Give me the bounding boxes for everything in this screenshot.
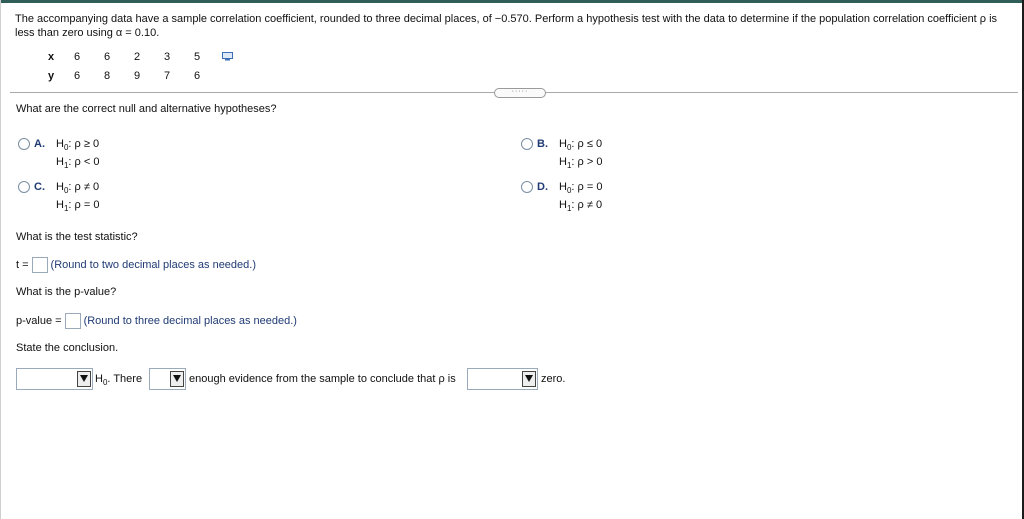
p-value-row: [16, 313, 297, 329]
option-d-h1: [559, 199, 602, 213]
colon: :: [571, 181, 575, 193]
h-subscript: 0: [63, 143, 69, 153]
t-instruction: (Round to two decimal places as needed.): [50, 258, 256, 271]
table-cell: 5: [193, 50, 201, 63]
h-subscript: 0: [566, 143, 572, 153]
h-subscript: 1: [63, 161, 69, 171]
h-label: H: [95, 373, 103, 385]
copy-cell: [212, 47, 242, 66]
t-label: t =: [16, 258, 29, 271]
left-edge-border: [0, 0, 1, 519]
colon: :: [571, 156, 575, 168]
option-letter: D.: [537, 181, 548, 193]
h1-expression: ρ < 0: [74, 156, 100, 168]
dropdown-arrow-icon[interactable]: [77, 371, 91, 387]
table-cell: 7: [163, 69, 171, 82]
test-statistic-prompt: What is the test statistic?: [16, 231, 138, 243]
option-letter: A.: [34, 138, 45, 150]
table-cell: 3: [163, 50, 171, 63]
h-subscript: 1: [63, 204, 69, 214]
radio-icon[interactable]: [18, 181, 30, 193]
h-subscript: 0: [102, 378, 108, 388]
p-value-label: p-value =: [16, 314, 62, 327]
h-label: H: [559, 181, 567, 193]
option-b-h0: [559, 138, 602, 152]
radio-icon[interactable]: [521, 181, 533, 193]
h0-expression: ρ ≠ 0: [74, 181, 100, 193]
conclusion-decision-select[interactable]: [16, 368, 93, 390]
table-cell: 6: [103, 50, 111, 63]
h1-expression: ρ > 0: [577, 156, 603, 168]
table-cell: 6: [193, 69, 201, 82]
conclusion-h0-text: [95, 373, 142, 387]
option-c-h1: [56, 199, 99, 213]
top-accent-bar: [0, 0, 1024, 3]
conclusion-middle-text: enough evidence from the sample to conclude that ρ is: [189, 373, 456, 385]
option-a-h0: [56, 138, 99, 152]
option-c-h0: [56, 181, 99, 195]
p-value-prompt: What is the p-value?: [16, 286, 117, 298]
table-cell: 2: [133, 50, 141, 63]
h-label: H: [559, 199, 567, 211]
colon: :: [68, 199, 72, 211]
option-a-h1: [56, 156, 99, 170]
conclusion-prompt: State the conclusion.: [16, 342, 119, 354]
radio-icon[interactable]: [18, 138, 30, 150]
table-cell: 8: [103, 69, 111, 82]
table-cell: 6: [73, 50, 81, 63]
test-statistic-row: [16, 257, 256, 273]
option-b-h1: [559, 156, 602, 170]
p-value-instruction: (Round to three decimal places as needed.): [83, 314, 297, 327]
h-subscript: 0: [566, 186, 572, 196]
h0-expression: ρ = 0: [577, 181, 603, 193]
conclusion-end-text: zero.: [541, 373, 566, 385]
colon: :: [68, 181, 72, 193]
t-value-input[interactable]: [32, 257, 48, 273]
table-row-y: [40, 66, 242, 85]
h-label: H: [559, 156, 567, 168]
table-row-x: [40, 47, 242, 66]
there-text: . There: [107, 373, 143, 385]
h-label: H: [56, 156, 64, 168]
table-header-x: x: [47, 50, 55, 63]
colon: :: [571, 138, 575, 150]
dropdown-arrow-icon[interactable]: [170, 371, 184, 387]
h1-expression: ρ = 0: [74, 199, 100, 211]
radio-icon[interactable]: [521, 138, 533, 150]
h0-expression: ρ ≤ 0: [577, 138, 603, 150]
conclusion-evidence-select[interactable]: [149, 368, 186, 390]
data-table: [40, 47, 242, 85]
hypotheses-prompt: What are the correct null and alternative hypotheses?: [16, 103, 277, 115]
question-text: The accompanying data have a sample correlation coefficient, rounded to three decimal places, of −0.570. Perform a hypothesis test with the data to determine if the population correlation coefficient ρ is less than zero using α = 0.10.: [15, 13, 998, 39]
table-cell: 9: [133, 69, 141, 82]
h-label: H: [56, 138, 64, 150]
h-label: H: [559, 138, 567, 150]
copy-icon[interactable]: [222, 52, 233, 64]
colon: :: [68, 156, 72, 168]
colon: :: [68, 138, 72, 150]
h-subscript: 1: [566, 204, 572, 214]
table-cell-empty: [212, 66, 242, 85]
h-label: H: [56, 199, 64, 211]
table-header-y: y: [47, 69, 55, 82]
table-cell: 6: [73, 69, 81, 82]
h1-expression: ρ ≠ 0: [577, 199, 603, 211]
colon: :: [571, 199, 575, 211]
h-label: H: [56, 181, 64, 193]
option-letter: B.: [537, 138, 548, 150]
conclusion-comparison-select[interactable]: [467, 368, 538, 390]
option-d-h0: [559, 181, 602, 195]
option-letter: C.: [34, 181, 45, 193]
dropdown-arrow-icon[interactable]: [522, 371, 536, 387]
h0-expression: ρ ≥ 0: [74, 138, 100, 150]
expand-button[interactable]: ·····: [494, 88, 546, 98]
h-subscript: 1: [566, 161, 572, 171]
p-value-input[interactable]: [65, 313, 81, 329]
h-subscript: 0: [63, 186, 69, 196]
